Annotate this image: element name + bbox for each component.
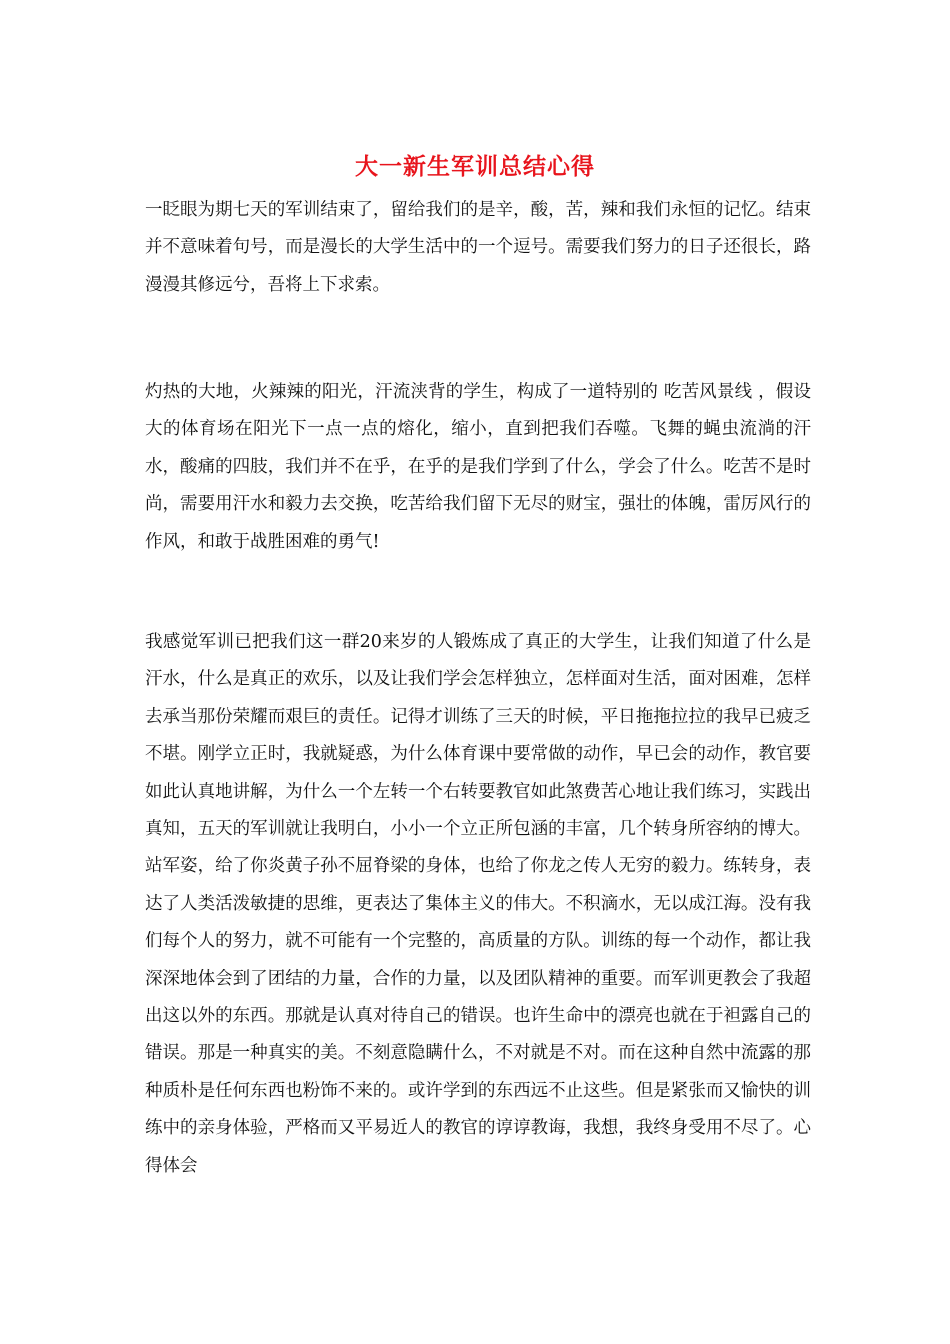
document-title: 大一新生军训总结心得 — [355, 154, 595, 180]
paragraph-2: 灼热的大地，火辣辣的阳光，汗流浃背的学生，构成了一道特别的 吃苦风景线 ，假设大的体育场在阳光下一点一点的熔化，缩小，直到把我们吞噬。飞舞的蝇虫流淌的汗水，酸痛的四肢，我们并不在乎，在乎的是我们学到了什么，学会了什么。吃苦不是时尚，需要用汗水和毅力去交换，吃苦给我们留下无尽的财宝，强壮的体魄，雷厉风行的作风，和敢于战胜困难的勇气! — [145, 382, 811, 552]
paragraph-1: 一眨眼为期七天的军训结束了，留给我们的是辛，酸，苦，辣和我们永恒的记忆。结束并不意味着句号，而是漫长的大学生活中的一个逗号。需要我们努力的日子还很长，路漫漫其修远兮，吾将上下求索。 — [145, 200, 811, 295]
paragraph-3: 我感觉军训已把我们这一群20来岁的人锻炼成了真正的大学生，让我们知道了什么是汗水，什么是真正的欢乐，以及让我们学会怎样独立，怎样面对生活，面对困难，怎样去承当那份荣耀而艰巨的责任。记得才训练了三天的时候，平日拖拖拉拉的我早已疲乏不堪。刚学立正时，我就疑惑，为什么体育课中要常做的动作，早已会的动作，教官要如此认真地讲解，为什么一个左转一个右转要教官如此煞费苦心地让我们练习，实践出真知，五天的军训就让我明白，小小一个立正所包涵的丰富，几个转身所容纳的博大。站军姿，给了你炎黄子孙不屈脊梁的身体，也给了你龙之传人无穷的毅力。练转身，表达了人类活泼敏捷的思维，更表达了集体主义的伟大。不积滴水，无以成江海。没有我们每个人的努力，就不可能有一个完整的，高质量的方队。训练的每一个动作，都让我深深地体会到了团结的力量，合作的力量，以及团队精神的重要。而军训更教会了我超出这以外的东西。那就是认真对待自己的错误。也许生命中的漂亮也就在于袒露自己的错误。那是一种真实的美。不刻意隐瞒什么，不对就是不对。而在这种自然中流露的那种质朴是任何东西也粉饰不来的。或许学到的东西远不止这些。但是紧张而又愉快的训练中的亲身体验，严格而又平易近人的教官的谆谆教诲，我想，我终身受用不尽了。心得体会 — [145, 632, 811, 1176]
